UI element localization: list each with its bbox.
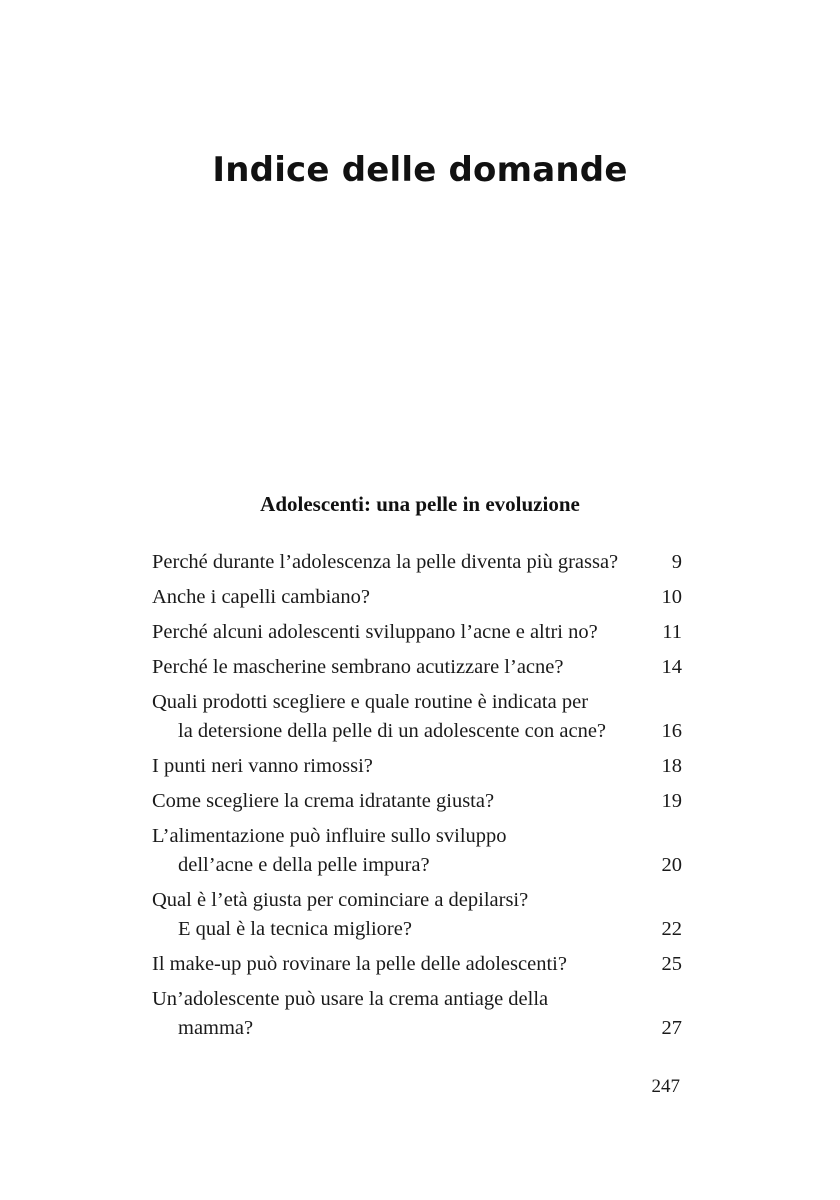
toc-entry: [152, 618, 682, 647]
toc-page-number: 9: [671, 551, 682, 573]
toc-entry: [152, 787, 682, 816]
toc-question: Perché alcuni adolescenti sviluppano l’acne e altri no?: [152, 621, 598, 643]
toc-page-number: 27: [661, 1017, 682, 1039]
toc-entry: [152, 548, 682, 577]
toc-question: Un’adolescente può usare la crema antiage della: [152, 988, 549, 1010]
toc-entry: [152, 653, 682, 682]
toc-page-number: 22: [661, 918, 682, 940]
toc-entry: [152, 583, 682, 612]
page-number: 247: [651, 1076, 680, 1097]
section-title: Adolescenti: una pelle in evoluzione: [260, 492, 580, 516]
toc-page-number: 19: [661, 790, 682, 812]
toc-question-continuation: dell’acne e della pelle impura?: [178, 854, 430, 876]
table-of-contents: [152, 548, 682, 1049]
toc-question: Anche i capelli cambiano?: [152, 586, 370, 608]
toc-page-number: 25: [661, 953, 682, 975]
toc-question: I punti neri vanno rimossi?: [152, 755, 373, 777]
toc-entry: [152, 688, 682, 746]
toc-question: Perché durante l’adolescenza la pelle diventa più grassa?: [152, 551, 619, 573]
toc-page-number: 16: [661, 720, 682, 742]
toc-question: Qual è l’età giusta per cominciare a depilarsi?: [152, 889, 529, 911]
toc-entry: [152, 985, 682, 1043]
toc-entry: [152, 886, 682, 944]
page-title: Indice delle domande: [212, 150, 628, 190]
toc-question-continuation: mamma?: [178, 1017, 254, 1039]
toc-entry: [152, 950, 682, 979]
toc-page-number: 20: [661, 854, 682, 876]
toc-question: Il make-up può rovinare la pelle delle adolescenti?: [152, 953, 567, 975]
toc-question: Quali prodotti scegliere e quale routine è indicata per: [152, 691, 589, 713]
toc-page-number: 11: [662, 621, 682, 643]
toc-question: Come scegliere la crema idratante giusta?: [152, 790, 495, 812]
toc-question-continuation: la detersione della pelle di un adolescente con acne?: [178, 720, 607, 742]
toc-question: L’alimentazione può influire sullo sviluppo: [152, 825, 507, 847]
toc-entry: [152, 822, 682, 880]
toc-page-number: 18: [661, 755, 682, 777]
toc-question: Perché le mascherine sembrano acutizzare l’acne?: [152, 656, 564, 678]
toc-entry: [152, 752, 682, 781]
toc-page-number: 14: [661, 656, 682, 678]
toc-question-continuation: E qual è la tecnica migliore?: [178, 918, 412, 940]
toc-page-number: 10: [661, 586, 682, 608]
